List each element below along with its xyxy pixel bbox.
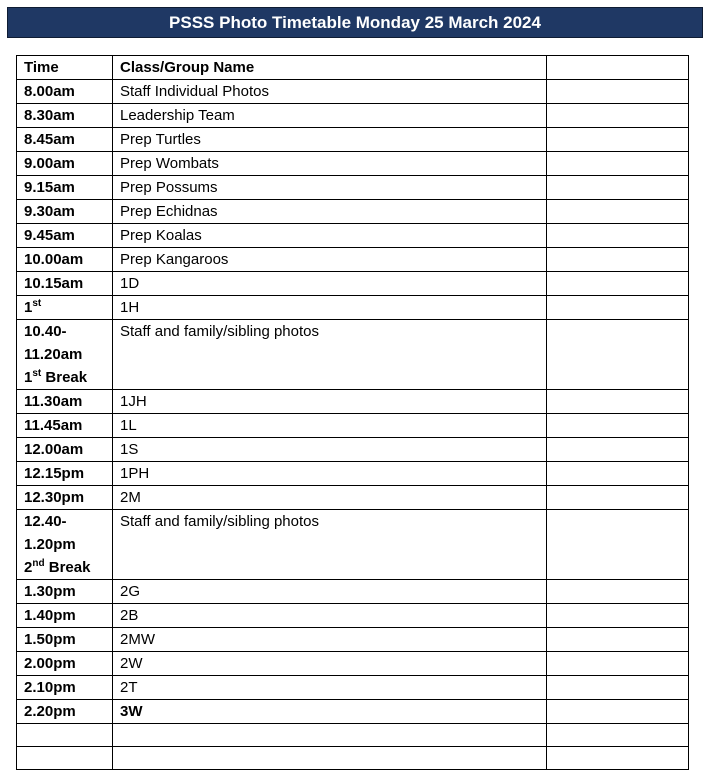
class-name-cell: 3W bbox=[113, 700, 547, 724]
extra-cell bbox=[547, 652, 689, 676]
table-row bbox=[17, 700, 689, 724]
table-row-empty bbox=[17, 747, 689, 770]
time-cell: 1.30pm bbox=[17, 580, 113, 604]
class-name-cell: 1JH bbox=[113, 390, 547, 414]
table-row bbox=[17, 80, 689, 104]
class-name-cell: 1D bbox=[113, 272, 547, 296]
time-cell: 1.50pm bbox=[17, 628, 113, 652]
class-name-cell: 1S bbox=[113, 438, 547, 462]
header-time: Time bbox=[17, 56, 113, 80]
extra-cell bbox=[547, 320, 689, 390]
extra-cell bbox=[547, 390, 689, 414]
class-name-cell: 2MW bbox=[113, 628, 547, 652]
class-name-cell: 1L bbox=[113, 414, 547, 438]
page-title: PSSS Photo Timetable Monday 25 March 2024 bbox=[7, 7, 703, 38]
time-cell bbox=[17, 724, 113, 747]
time-line: 1.20pm bbox=[24, 536, 76, 553]
class-name-cell: Staff and family/sibling photos bbox=[113, 320, 547, 390]
table-row bbox=[17, 580, 689, 604]
class-name-cell: 2B bbox=[113, 604, 547, 628]
table-row bbox=[17, 390, 689, 414]
extra-cell bbox=[547, 580, 689, 604]
time-cell: 2.10pm bbox=[17, 676, 113, 700]
extra-cell bbox=[547, 272, 689, 296]
extra-cell bbox=[547, 414, 689, 438]
time-line: 10.40- bbox=[24, 323, 67, 340]
table-row bbox=[17, 104, 689, 128]
table-row bbox=[17, 676, 689, 700]
table-header-row bbox=[17, 56, 689, 80]
break-label: Break bbox=[41, 369, 88, 386]
class-name-cell: Prep Echidnas bbox=[113, 200, 547, 224]
time-cell: 12.30pm bbox=[17, 486, 113, 510]
time-cell: 9.45am bbox=[17, 224, 113, 248]
extra-cell bbox=[547, 296, 689, 320]
class-name-cell: Staff and family/sibling photos bbox=[113, 510, 547, 580]
class-name-cell: Prep Turtles bbox=[113, 128, 547, 152]
table-row bbox=[17, 224, 689, 248]
time-text: 1 bbox=[24, 299, 33, 316]
class-name-cell bbox=[113, 724, 547, 747]
time-cell: 8.00am bbox=[17, 80, 113, 104]
time-cell bbox=[17, 747, 113, 770]
class-name-cell: 2G bbox=[113, 580, 547, 604]
time-cell: 11.30am bbox=[17, 390, 113, 414]
extra-cell bbox=[547, 724, 689, 747]
time-cell: 12.15pm bbox=[17, 462, 113, 486]
extra-cell bbox=[547, 224, 689, 248]
extra-cell bbox=[547, 604, 689, 628]
extra-cell bbox=[547, 676, 689, 700]
time-ordinal-suffix: st bbox=[32, 298, 42, 309]
table-row bbox=[17, 176, 689, 200]
table-row-break bbox=[17, 320, 689, 390]
time-cell: 8.45am bbox=[17, 128, 113, 152]
break-number: 2 bbox=[24, 559, 33, 576]
time-cell bbox=[17, 510, 113, 580]
class-name-cell: 2W bbox=[113, 652, 547, 676]
time-cell: 8.30am bbox=[17, 104, 113, 128]
extra-cell bbox=[547, 80, 689, 104]
break-label: Break bbox=[44, 559, 91, 576]
table-row-break bbox=[17, 510, 689, 580]
table-row bbox=[17, 200, 689, 224]
time-cell: 9.15am bbox=[17, 176, 113, 200]
table-row bbox=[17, 272, 689, 296]
class-name-cell: Prep Kangaroos bbox=[113, 248, 547, 272]
extra-cell bbox=[547, 462, 689, 486]
extra-cell bbox=[547, 152, 689, 176]
time-line: 11.20am bbox=[24, 346, 83, 363]
table-row bbox=[17, 438, 689, 462]
class-name-cell: 2M bbox=[113, 486, 547, 510]
table-row bbox=[17, 248, 689, 272]
time-cell: 2.00pm bbox=[17, 652, 113, 676]
extra-cell bbox=[547, 176, 689, 200]
table-row bbox=[17, 462, 689, 486]
class-name-cell: Prep Wombats bbox=[113, 152, 547, 176]
time-cell: 9.00am bbox=[17, 152, 113, 176]
extra-cell bbox=[547, 510, 689, 580]
time-cell: 2.20pm bbox=[17, 700, 113, 724]
extra-cell bbox=[547, 248, 689, 272]
class-name-cell: Prep Koalas bbox=[113, 224, 547, 248]
break-ordinal-suffix: nd bbox=[32, 558, 45, 569]
table-row bbox=[17, 152, 689, 176]
time-cell bbox=[17, 320, 113, 390]
header-extra bbox=[547, 56, 689, 80]
time-cell bbox=[17, 296, 113, 320]
class-name-cell: Prep Possums bbox=[113, 176, 547, 200]
table-row bbox=[17, 604, 689, 628]
table-row bbox=[17, 628, 689, 652]
extra-cell bbox=[547, 128, 689, 152]
time-cell: 11.45am bbox=[17, 414, 113, 438]
extra-cell bbox=[547, 104, 689, 128]
time-cell: 1.40pm bbox=[17, 604, 113, 628]
extra-cell bbox=[547, 438, 689, 462]
table-row bbox=[17, 414, 689, 438]
extra-cell bbox=[547, 486, 689, 510]
class-name-cell: 2T bbox=[113, 676, 547, 700]
time-cell: 10.15am bbox=[17, 272, 113, 296]
break-ordinal-suffix: st bbox=[32, 368, 42, 379]
class-name-cell: Leadership Team bbox=[113, 104, 547, 128]
class-name-cell: Staff Individual Photos bbox=[113, 80, 547, 104]
break-number: 1 bbox=[24, 369, 33, 386]
timetable bbox=[16, 55, 689, 770]
extra-cell bbox=[547, 200, 689, 224]
class-name-cell bbox=[113, 747, 547, 770]
table-row bbox=[17, 652, 689, 676]
time-line: 12.40- bbox=[24, 513, 67, 530]
time-cell: 10.00am bbox=[17, 248, 113, 272]
class-name-cell: 1PH bbox=[113, 462, 547, 486]
table-row bbox=[17, 128, 689, 152]
class-name-cell: 1H bbox=[113, 296, 547, 320]
time-cell: 12.00am bbox=[17, 438, 113, 462]
extra-cell bbox=[547, 628, 689, 652]
extra-cell bbox=[547, 747, 689, 770]
table-row-empty bbox=[17, 724, 689, 747]
table-row bbox=[17, 486, 689, 510]
table-row bbox=[17, 296, 689, 320]
header-class-group-name: Class/Group Name bbox=[113, 56, 547, 80]
extra-cell bbox=[547, 700, 689, 724]
time-cell: 9.30am bbox=[17, 200, 113, 224]
